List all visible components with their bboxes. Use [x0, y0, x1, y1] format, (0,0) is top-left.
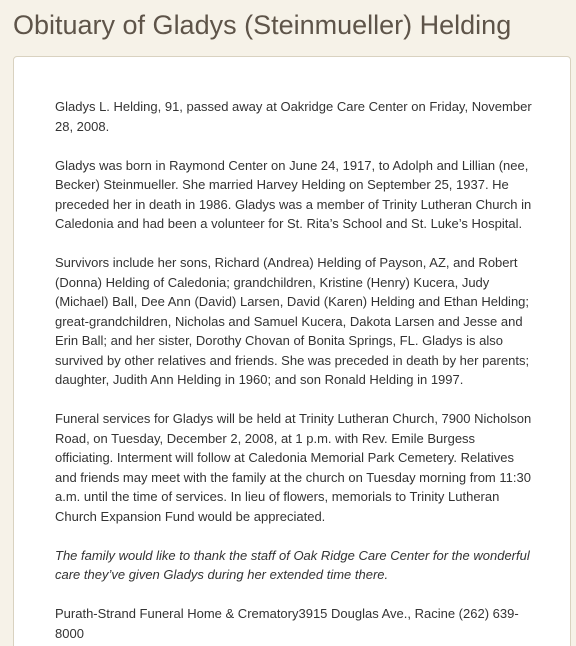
obituary-paragraph-survivors: Survivors include her sons, Richard (Andrea) Helding of Payson, AZ, and Robert (Donna) Helding of Caledonia; grandchildren, Kristine (Henry) Kucera, Judy (Michael) Ball, Dee Ann (David) Larsen, David (Karen) Helding and Ethan Helding; great-grandchildren, Nicholas and Samuel Kucera, Dakota Larsen and Jesse and Erin Ball; and her sister, Dorothy Chovan of Bonita Springs, FL. Gladys is also survived by other relatives and friends. She was preceded in death by her parents; daughter, Judith Ann Helding in 1960; and son Ronald Helding in 1997.	[55, 255, 530, 387]
obituary-paragraph-death: Gladys L. Helding, 91, passed away at Oakridge Care Center on Friday, November 28, 2008.	[55, 99, 532, 134]
obituary-paragraph-biography: Gladys was born in Raymond Center on June 24, 1917, to Adolph and Lillian (nee, Becker) Steinmueller. She married Harvey Helding on September 25, 1937. He preceded her in death in 1986. Gladys was a member of Trinity Lutheran Church in Caledonia and had been a volunteer for St. Rita’s School and St. Luke’s Hospital.	[55, 157, 532, 231]
obituary-card	[13, 56, 571, 646]
page-title: Obituary of Gladys (Steinmueller) Helding	[13, 10, 512, 40]
obituary-paragraph-services: Funeral services for Gladys will be held at Trinity Lutheran Church, 7900 Nicholson Road, on Tuesday, December 2, 2008, at 1 p.m. with Rev. Emile Burgess officiating. Interment will follow at Caledonia Memorial Park Cemetery. Relatives and friends may meet with the family at the church on Tuesday morning from 11:30 a.m. until the time of services. In lieu of flowers, memorials to Trinity Lutheran Church Expansion Fund would be appreciated.	[55, 411, 532, 524]
obituary-thanks: The family would like to thank the staff of Oak Ridge Care Center for the wonderful care they’ve given Gladys during her extended time there.	[55, 547, 530, 582]
obituary-body	[55, 97, 535, 646]
funeral-home-info: Purath-Strand Funeral Home & Crematory3915 Douglas Ave., Racine (262) 639-8000	[55, 606, 519, 641]
